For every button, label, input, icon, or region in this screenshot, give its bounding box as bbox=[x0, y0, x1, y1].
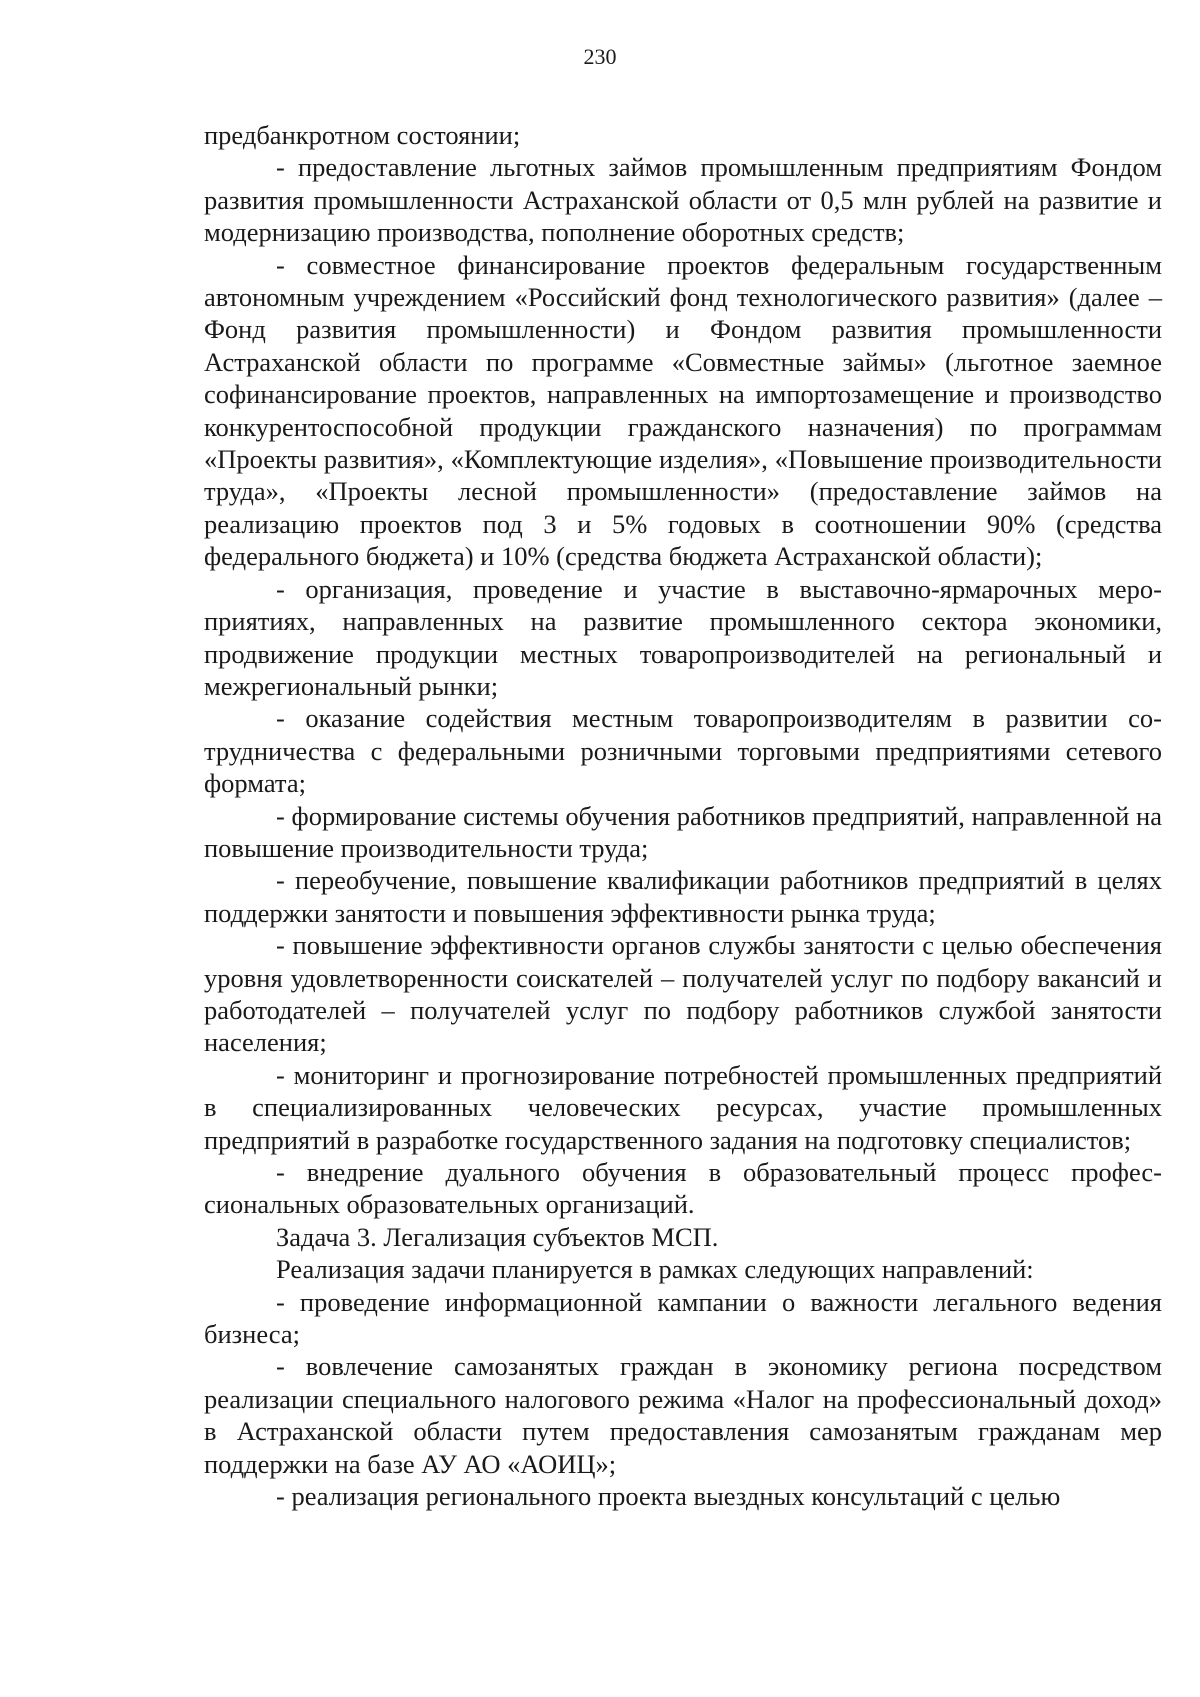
page-number: 230 bbox=[583, 44, 617, 69]
list-item-self-employed: - вовлечение самозанятых граждан в экономику региона посредством реализации специального налогового режима «Налог на профессиональный доход» в Астраханской области путем предоставления самозанятым гражданам мер поддержки на базе АУ АО «АОИЦ»; bbox=[204, 1351, 1162, 1479]
task-intro: Реализация задачи планируется в рамках следующих направлений: bbox=[276, 1254, 1034, 1285]
list-item-joint-financing: - совместное финансирование проектов федеральным государственным автономным учреждением «Российский фонд технологического развития» (далее – Фонд развития промышленности) и Фондом развития промышленности Астраханской области по программе «Совместные займы» (льготное заемное софинансирование проектов, направленных на импортозамещение и производство конкурентоспособной продукции гражданского назначения) по программам «Проекты развития», «Комплектующие изделия», «Повышение производительности труда», «Проекты лесной промышленности» (предоставление займов на реализацию проектов под 3 и 5% годовых в соотношении 90% (средства федерального бюджета) и 10% (средства бюджета Астраханской области); bbox=[204, 249, 1162, 572]
paragraph-continuation: предбанкротном состоянии; bbox=[204, 120, 521, 150]
list-item-industrial-loans: - предоставление льготных займов промышленным предприятиям Фондом развития промышленности Астраханской области от 0,5 млн рублей на развитие и модернизацию производства, пополнение оборотных средств; bbox=[204, 152, 1162, 248]
task-heading: Задача 3. Легализация субъектов МСП. bbox=[276, 1221, 719, 1252]
list-item-field-consultations: - реализация регионального проекта выездных консультаций с целью bbox=[276, 1481, 1061, 1512]
list-item-dual-education: - внедрение дуального обучения в образовательный процесс профессиональных образовательных организаций. bbox=[204, 1157, 1162, 1220]
document-body bbox=[204, 119, 1162, 1512]
list-item-hr-monitoring: - мониторинг и прогнозирование потребностей промышленных предприятий в специализированных человеческих ресурсах, участие промышленных предприятий в разработке государственного задания на подготовку специалистов; bbox=[204, 1059, 1162, 1155]
list-item-employment-service: - повышение эффективности органов службы занятости с целью обеспечения уровня удовлетворенности соискателей – получателей услуг по подбору вакансий и работодателей – получателей услуг по подбору работников службой занятости населения; bbox=[204, 930, 1162, 1058]
list-item-info-campaign: - проведение информационной кампании о важности легального ведения бизнеса; bbox=[204, 1286, 1162, 1350]
list-item-retail-cooperation: - оказание содействия местным товаропроизводителям в развитии сотрудничества с федеральными розничными торговыми предприятиями сетевого формата; bbox=[204, 703, 1162, 799]
list-item-retraining: - переобучение, повышение квалификации работников предприятий в целях поддержки занятости и повышения эффективности рынка труда; bbox=[204, 865, 1162, 928]
list-item-exhibitions: - организация, проведение и участие в выставочно-ярмарочных мероприятиях, направленных на развитие промышленного сектора экономики, продвижение продукции местных товаропроизводителей на региональный и межрегиональный рынки; bbox=[204, 573, 1162, 701]
list-item-training-system: - формирование системы обучения работников предприятий, направленной на повышение производительности труда; bbox=[204, 800, 1162, 863]
